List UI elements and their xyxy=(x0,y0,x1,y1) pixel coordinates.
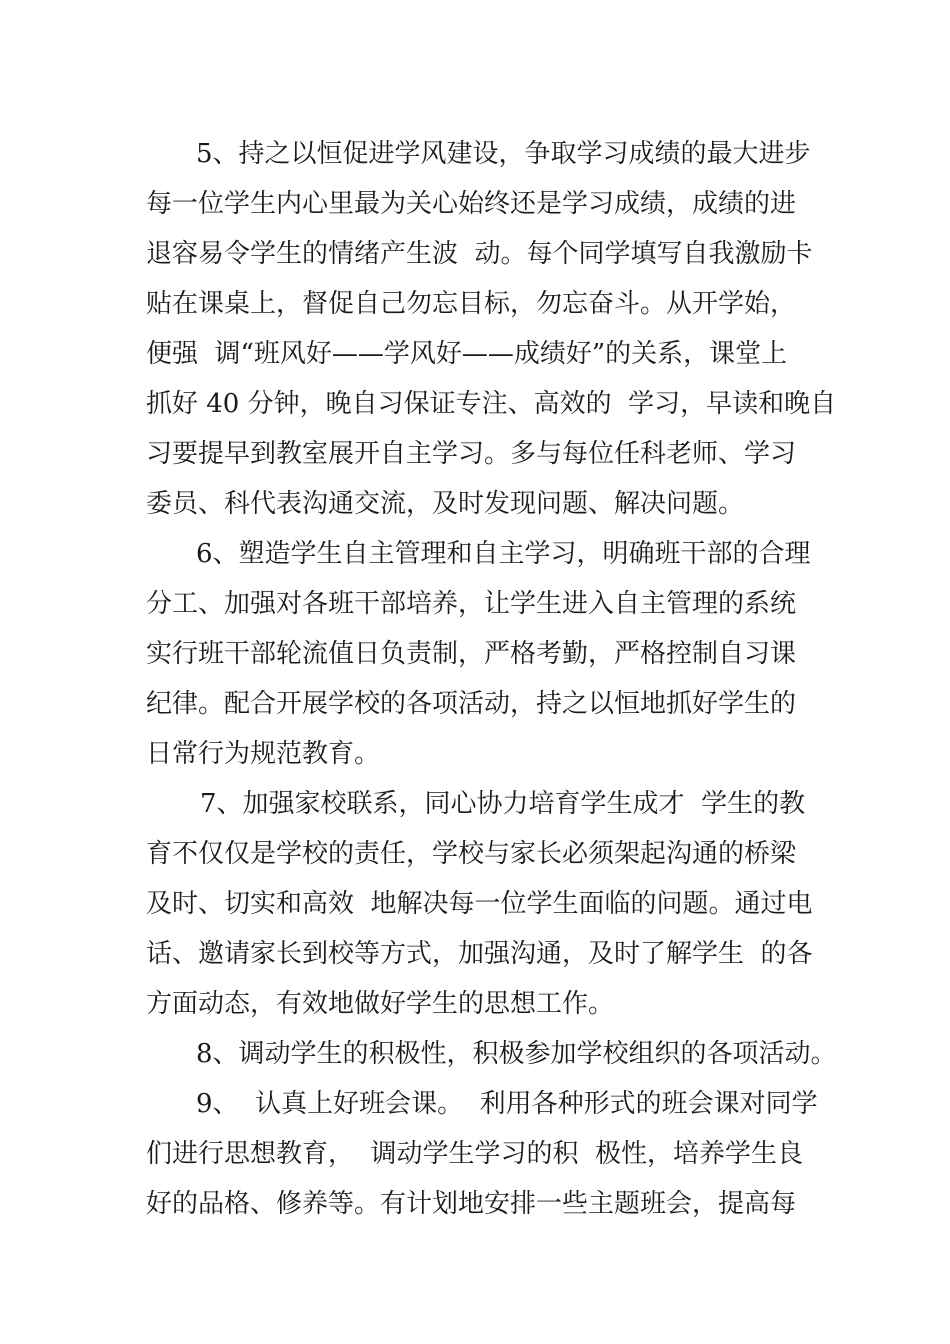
text-line: 习要提早到教室展开自主学习。多与每位任科老师、学习 xyxy=(146,439,797,469)
text-line: 退容易令学生的情绪产生波 动。每个同学填写自我激励卡 xyxy=(146,239,813,269)
text-line: 6、塑造学生自主管理和自主学习，明确班干部的合理 xyxy=(196,539,811,569)
text-line: 话、邀请家长到校等方式，加强沟通，及时了解学生 的各 xyxy=(146,939,813,969)
text-line: 便强 调“班风好——学风好——成绩好”的关系，课堂上 xyxy=(146,339,788,369)
text-line: 及时、切实和高效 地解决每一位学生面临的问题。通过电 xyxy=(146,889,813,919)
text-line: 育不仅仅是学校的责任，学校与家长必须架起沟通的桥梁 xyxy=(146,839,797,869)
text-line: 好的品格、修养等。有计划地安排一些主题班会，提高每 xyxy=(146,1189,797,1219)
text-line: 8、调动学生的积极性，积极参加学校组织的各项活动。 xyxy=(196,1039,837,1069)
text-line: 5、持之以恒促进学风建设，争取学习成绩的最大进步 xyxy=(196,139,811,169)
text-line: 方面动态，有效地做好学生的思想工作。 xyxy=(146,989,615,1019)
text-line: 纪律。配合开展学校的各项活动，持之以恒地抓好学生的 xyxy=(146,689,797,719)
text-line: 贴在课桌上，督促自己勿忘目标，勿忘奋斗。从开学始， xyxy=(146,289,797,319)
text-line: 委员、科代表沟通交流，及时发现问题、解决问题。 xyxy=(146,489,745,519)
text-line: 9、 认真上好班会课。 利用各种形式的班会课对同学 xyxy=(196,1089,818,1119)
text-line: 抓好 40 分钟，晚自习保证专注、高效的 学习，早读和晚自 xyxy=(146,389,837,419)
text-line: 每一位学生内心里最为关心始终还是学习成绩，成绩的进 xyxy=(146,189,797,219)
text-line: 7、加强家校联系，同心协力培育学生成才 学生的教 xyxy=(200,789,806,819)
text-line: 们进行思想教育， 调动学生学习的积 极性，培养学生良 xyxy=(146,1139,804,1169)
text-line: 日常行为规范教育。 xyxy=(146,739,381,769)
text-line: 实行班干部轮流值日负责制，严格考勤，严格控制自习课 xyxy=(146,639,797,669)
text-line: 分工、加强对各班干部培养，让学生进入自主管理的系统 xyxy=(146,589,797,619)
